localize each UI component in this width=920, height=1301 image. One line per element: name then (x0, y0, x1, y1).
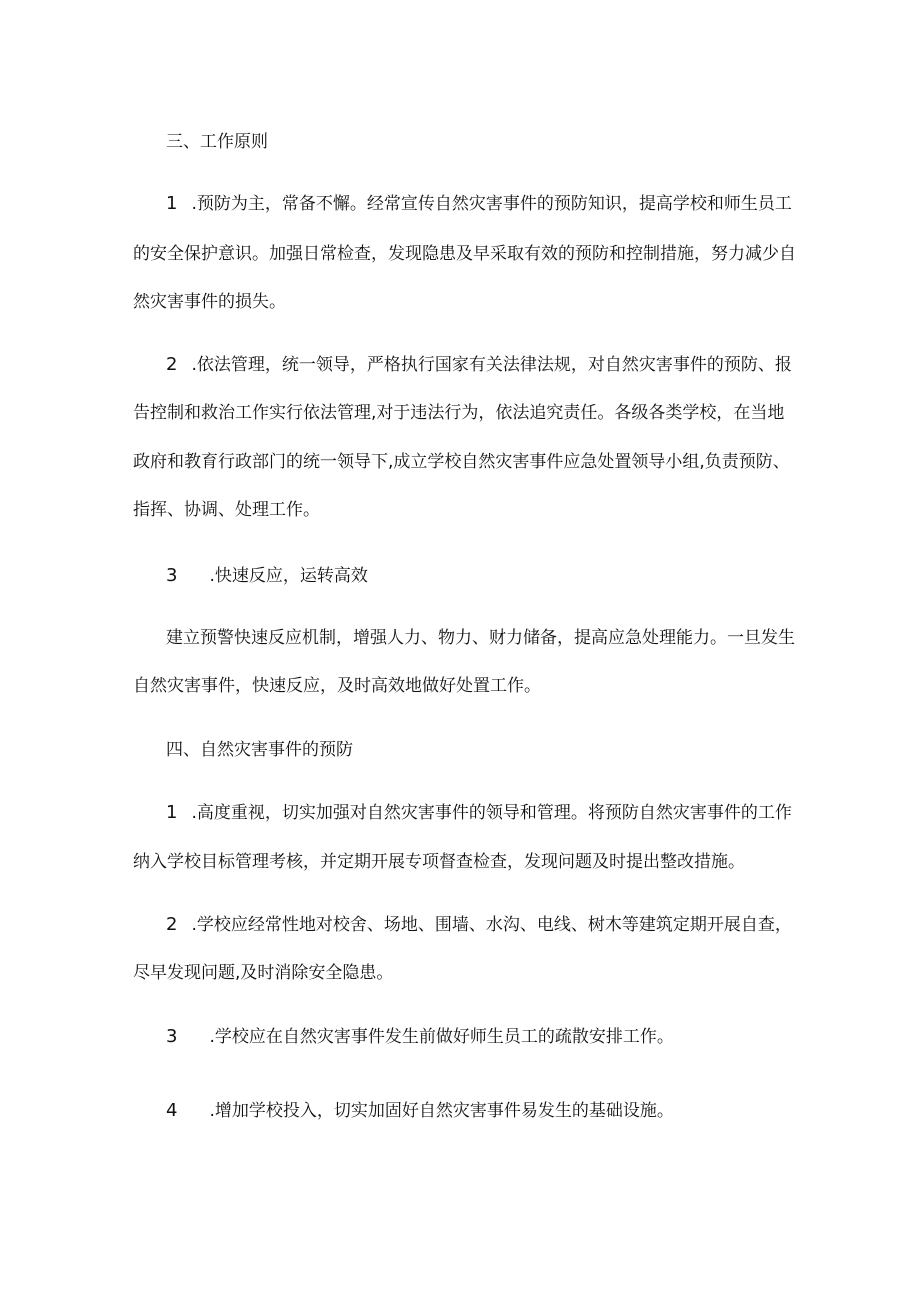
item-text: .依法管理，统一领导，严格执行国家有关法律法规，对自然灾害事件的预防、报 (191, 355, 792, 375)
section-heading-3: 三、工作原则 (166, 132, 268, 152)
item-text: .高度重视，切实加强对自然灾害事件的领导和管理。将预防自然灾害事件的工作 (191, 803, 792, 823)
item-number: 3 (166, 565, 178, 586)
item-number: 4 (166, 1100, 178, 1121)
list-item-line: 指挥、协调、处理工作。 (133, 500, 320, 520)
list-item-first-line (166, 914, 792, 936)
paragraph-line: 自然灾害事件，快速反应，及时高效地做好处置工作。 (133, 676, 541, 696)
list-item-first-line (166, 1100, 674, 1122)
item-number: 2 (166, 914, 178, 935)
list-item-first-line (166, 565, 368, 587)
item-text: .预防为主，常备不懈。经常宣传自然灾害事件的预防知识，提高学校和师生员工 (191, 194, 792, 214)
item-text: .增加学校投入，切实加固好自然灾害事件易发生的基础设施。 (209, 1101, 674, 1121)
item-number: 3 (166, 1026, 178, 1047)
list-item-line: 告控制和救治工作实行依法管理,对于违法行为，依法追究责任。各级各类学校，在当地 (133, 403, 785, 423)
item-number: 1 (166, 193, 178, 214)
list-item-first-line (166, 1026, 674, 1048)
item-number: 1 (166, 802, 178, 823)
list-item-line: 的安全保护意识。加强日常检查，发现隐患及早采取有效的预防和控制措施，努力减少自 (133, 244, 796, 264)
list-item-line: 纳入学校目标管理考核，并定期开展专项督查检查，发现问题及时提出整改措施。 (133, 852, 745, 872)
item-text: .快速反应，运转高效 (209, 566, 368, 586)
list-item-first-line (166, 193, 792, 215)
item-number: 2 (166, 354, 178, 375)
list-item-line: 尽早发现问题,及时消除安全隐患。 (133, 963, 394, 983)
list-item-first-line (166, 802, 792, 824)
item-text: .学校应在自然灾害事件发生前做好师生员工的疏散安排工作。 (209, 1027, 674, 1047)
section-heading-4: 四、自然灾害事件的预防 (166, 740, 353, 760)
item-text: .学校应经常性地对校舍、场地、围墙、水沟、电线、树木等建筑定期开展自查， (191, 915, 792, 935)
paragraph-line: 建立预警快速反应机制，增强人力、物力、财力储备，提高应急处理能力。一旦发生 (166, 628, 795, 648)
list-item-first-line (166, 354, 792, 376)
list-item-line: 然灾害事件的损失。 (133, 292, 286, 312)
list-item-line: 政府和教育行政部门的统一领导下,成立学校自然灾害事件应急处置领导小组,负责预防、 (133, 452, 790, 472)
